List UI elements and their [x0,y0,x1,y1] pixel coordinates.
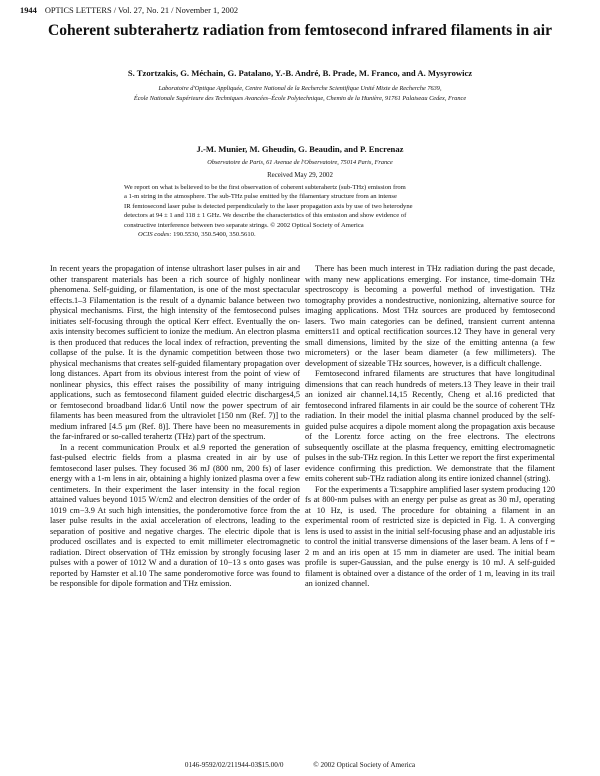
ocis-codes [124,230,484,239]
page-footer [20,761,580,769]
received-date: Received May 29, 2002 [267,172,333,179]
page-number: 1944 [20,6,37,15]
body-column-left [50,264,300,590]
paragraph: For the experiments a Ti:sapphire amplified laser system producing 120 fs at 800-nm pulses with an energy per pulse as great as 30 mJ, operating at 10 Hz, is used. The procedure for obtaining a filament in an experimental room of restricted size is depicted in Fig. 1. A converging lens is used to assist in the initial self-focusing phase and an adjustable iris to control the initial transverse dimensions of the laser beam. A lens of f = 2 m and an iris open at 15 mm in diameter are used. The initial beam profile is super-Gaussian, and the pulse energy is 10 mJ. A self-guided filament is obtained over a distance of the order of 1 m, leaving in its trail an ionized channel. [305,484,555,588]
ocis-label: OCIS codes: [138,231,172,239]
abstract-line: detectors at 94 ± 1 and 118 ± 1 GHz. We describe the characteristics of this emission and show evidence of [124,212,407,220]
body-column-right [305,264,555,590]
abstract [124,183,484,239]
journal-citation: OPTICS LETTERS / Vol. 27, No. 21 / November 1, 2002 [44,6,239,15]
paragraph: Femtosecond infrared filaments are structures that have longitudinal dimensions that can reach hundreds of meters.13 They leave in their trail an ionized air channel.14,15 Recently, Cheng et al.16 predicted that femtosecond infrared filaments in air could be the source of coherent THz radiation. In their model the initial plasma channel produced by the self-guided pulse acquires a dipole moment along the propagation axis because of the Lorentz force acting on the free electrons. The electrons subsequently oscillate at the plasma frequency, emitting electromagnetic pulses in the sub-THz region. In this Letter we report the first experimental evidence confirming this prediction. We demonstrate that the filament emits coherent sub-THz radiation along its entire ionized channel (string). [305,369,555,483]
running-head [20,6,580,20]
paragraph: In recent years the propagation of intense ultrashort laser pulses in air and other transparent materials has been a rich source of highly nonlinear phenomena. Self-guiding, or filamentation, is one of the most spectacular effects.1–3 Filamentation is the result of a dynamic balance between two physical mechanisms. First, the high intensity of the femtosecond pulses initiates self-focusing through the optical Kerr effect. Eventually the on-axis intensity becomes sufficient to ionize the medium. An electron plasma is then produced that reduces the local index of refraction, preventing the collapse of the pulse. It is the dynamic competition between those two physical mechanisms that creates self-guided filamentary propagation over long distances. Apart from its obvious interest from the point of view of nonlinear physics, this effect raises the possibility of many intriguing applications, such as femtosecond filament guided electric discharges4,5 or femtosecond broadband lidar.6 Until now the power spectrum of air filaments has been measured from the ultraviolet [150 nm (Ref. 7)] to the medium infrared [4.5 μm (Ref. 8)]. There have been no measurements in the far-infrared or so-called terahertz (THz) part of the spectrum. [50,264,300,441]
article-title: Coherent subterahertz radiation from femtosecond infrared filaments in air [47,22,553,39]
paragraph: There has been much interest in THz radiation during the past decade, with many new applications emerging. For instance, time-domain THz spectroscopy is becoming a powerful method of investigation. THz tomography provides a nondestructive, nonionizing, alternative source for imaging applications. Most THz sources are produced by femtosecond lasers. Two main categories can be defined, transient current antenna emitters11 and optical rectification sources.12 They have in general very small dimensions, limited by the size of the emitting antenna (a few micrometers) or the laser beam diameter (a few millimeters). The development of sizeable THz sources, however, is a difficult challenge. [305,264,555,368]
paragraph: In a recent communication Proulx et al.9 reported the generation of fast-pulsed electric fields from a plasma created in air by use of femtosecond laser pulses. They focused 36 mJ (800 nm, 200 fs) of laser energy with a 1-m lens in air, obtaining a highly ionized plasma over a few centimeters. In their experiment the laser intensity in the focal region attained values beyond 1015 W/cm2 and electron densities of the order of 1019 cm−3.9 At such high intensities, the ponderomotive force from the laser pulse results in the axial acceleration of electrons, leading to the separation of positive and negative charges. The electric dipole that is produced oscillates and is expected to emit millimeter electromagnetic radiation. Direct observation of THz emission by strongly focusing laser pulses with a power of 1012 W and a duration of 10−13 s onto gases was reported by Hamster et al.10 The same ponderomotive force was found to be responsible for dipole formation and THz emission. [50,442,300,588]
affiliation-1-line-1: Laboratoire d'Optique Appliquée, Centre National de la Recherche Scientifique Unité Mixte de Recherche 7639, [158,85,442,92]
authors-group-2: J.-M. Munier, M. Gheudin, G. Beaudin, and P. Encrenaz [196,144,404,154]
copyright-notice: © 2002 Optical Society of America [313,761,416,769]
affiliation-1-line-2: École Nationale Supérieure des Techniques Avancées–École Polytechnique, Chemin de la Hunière, 91761 Palaiseau Cedex, France [133,95,467,102]
article-code: 0146-9592/02/211944-03$15.00/0 [184,761,284,769]
authors-group-1: S. Tzortzakis, G. Méchain, G. Patalano, Y.-B. André, B. Prade, M. Franco, and A. Mysyrowicz [127,68,473,78]
ocis-values: 190.5530, 350.5400, 350.5610. [173,231,256,239]
abstract-line: IR femtosecond laser pulse is detected perpendicularly to the laser propagation axis by use of two heterodyne [124,202,413,210]
abstract-line: constructive interference between two separate strings. © 2002 Optical Society of America [124,221,364,229]
abstract-line: We report on what is believed to be the first observation of coherent subterahertz (sub-THz) emission from [124,184,406,191]
affiliation-2: Observatoire de Paris, 61 Avenue de l'Observatoire, 75014 Paris, France [207,159,393,166]
abstract-line: a 1-m string in the atmosphere. The sub-THz pulse emitted by the filamentary structure from an intense [124,193,397,201]
